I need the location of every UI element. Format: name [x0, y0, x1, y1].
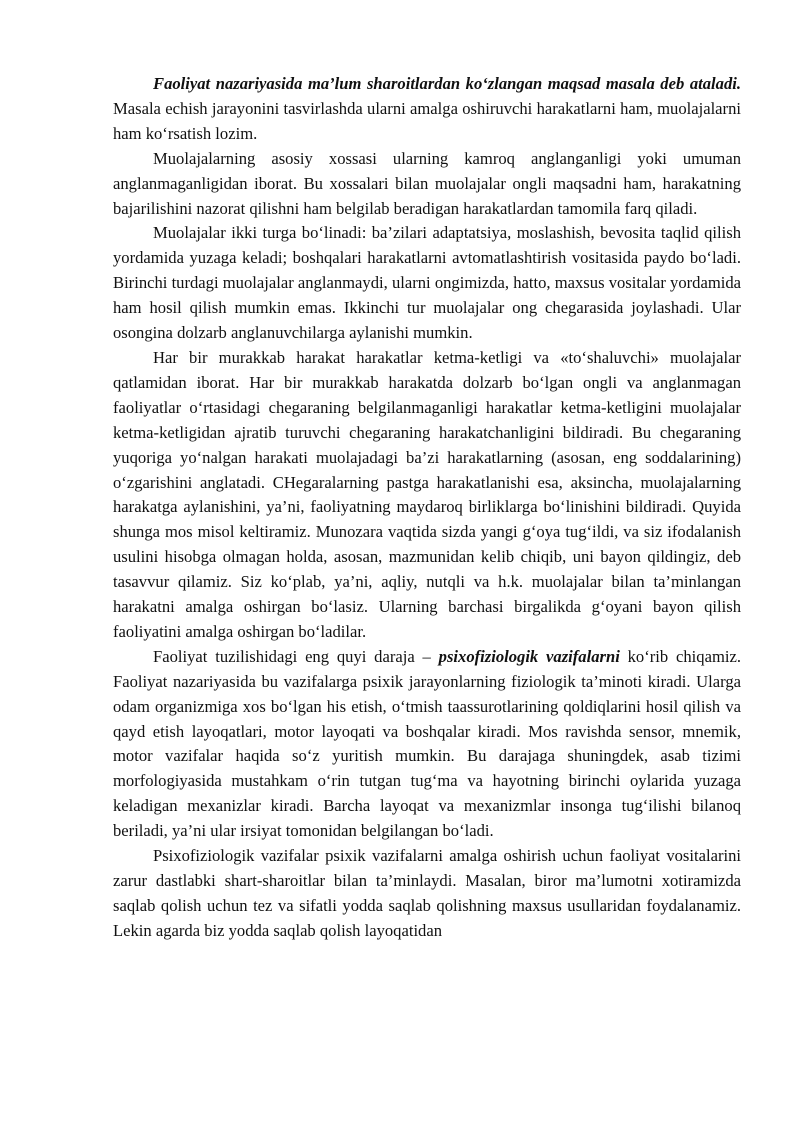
- paragraph-4: Har bir murakkab harakat harakatlar ketma-ketligi va «to‘shaluvchi» muolajalar qatlamidan iborat. Har bir murakkab harakatda dolzarb bo‘lgan ongli va anglanmagan faoliyatlar o‘rtasidagi chegaraning belgilanmaganligi harakatlar ketma-ketligini muolajalar ketma-ketligidan ajratib turuvchi chegaraning harakatchanligini bildiradi. Bu chegaraning yuqoriga yo‘nalgan harakati muolajadagi ba’zi harakatlarning (asosan, eng soddalarining) o‘zgarishini anglatadi. CHegaralarning pastga harakatlanishi esa, aksincha, muolajalarning harakatga aylanishini, ya’ni, faoliyatning maydaroq birliklarga bo‘linishini bildiradi. Quyida shunga mos misol keltiramiz. Munozara vaqtida sizda yangi g‘oya tug‘ildi, va siz ifodalanish usulini hisobga olmagan holda, asosan, mazmunidan kelib chiqib, uni bayon qildingiz, deb tasavvur qilamiz. Siz ko‘plab, ya’ni, aqliy, nutqli va h.k. muolajalar bilan ta’minlangan harakatni amalga oshirgan bo‘lasiz. Ularning barchasi birgalikda g‘oyani bayon qilish faoliyatini amalga oshirgan bo‘ladilar.: [113, 347, 741, 641]
- paragraph-2: Muolajalarning asosiy xossasi ularning kamroq anglanganligi yoki umuman anglanmaganligidan iborat. Bu xossalari bilan muolajalar ongli maqsadni ham, harakatning bajarilishini nazorat qilishni ham belgilab beradigan harakatlardan tamomila farq qiladi.: [113, 148, 741, 218]
- paragraph-5: [113, 645, 741, 844]
- paragraph-1: [113, 72, 741, 147]
- document-page: [113, 72, 741, 944]
- paragraph-6: Psixofiziologik vazifalar psixik vazifalarni amalga oshirish uchun faoliyat vositalarini zarur dastlabki shart-sharoitlar bilan ta’minlaydi. Masalan, biror ma’lumotni xotiramizda saqlab qolish uchun tez va sifatli yodda saqlab qolishning maxsus usullaridan foydalanamiz. Lekin agarda biz yodda saqlab qolish layoqatidan: [113, 846, 741, 940]
- paragraph-5-term: psixofiziologik vazifalarni: [438, 646, 620, 666]
- paragraph-5-after: ko‘rib chiqamiz. Faoliyat nazariyasida bu vazifalarga psixik jarayonlarning fiziologik ta’minoti kiradi. Ularga odam organizmiga xos bo‘lgan his etish, o‘tmish taassurotlarining qoldiqlarini hosil qilish va qayd etish layoqatlari, motor layoqati va boshqalar kiradi. Mos ravishda sensor, mnemik, motor vazifalar haqida so‘z yuritish mumkin. Bu darajaga shuningdek, asab tizimi morfologiyasida mustahkam o‘rin tutgan tug‘ma va hayotning birinchi oylarida yuzaga keladigan mexanizlar kiradi. Barcha layoqat va mexanizmlar insonga tug‘ilishi bilanoq beriladi, ya’ni ular irsiyat tomonidan belgilangan bo‘ladi.: [113, 646, 741, 841]
- paragraph-5-before: Faoliyat tuzilishidagi eng quyi daraja –: [153, 646, 439, 666]
- paragraph-1-lead: Faoliyat nazariyasida ma’lum sharoitlardan ko‘zlangan maqsad masala deb ataladi.: [153, 74, 741, 93]
- paragraph-1-text: Masala echish jarayonini tasvirlashda ularni amalga oshiruvchi harakatlarni ham, muolajalarni ham ko‘rsatish lozim.: [113, 98, 741, 143]
- paragraph-3: Muolajalar ikki turga bo‘linadi: ba’zilari adaptatsiya, moslashish, bevosita taqlid qilish yordamida yuzaga keladi; boshqalari harakatlarni avtomatlashtirish vositasida paydo bo‘ladi. Birinchi turdagi muolajalar anglanmaydi, ularni ongimizda, hatto, maxsus vositalar yordamida ham hosil qilish mumkin emas. Ikkinchi tur muolajalar ong chegarasida joylashadi. Ular osongina dolzarb anglanuvchilarga aylanishi mumkin.: [113, 223, 741, 343]
